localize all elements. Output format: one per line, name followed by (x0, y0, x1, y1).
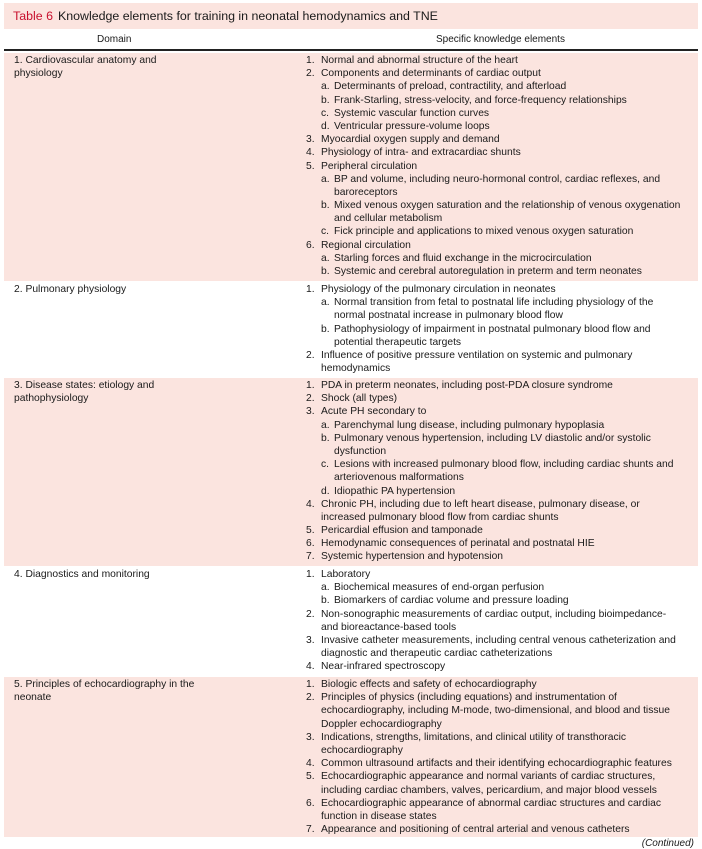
continued-note: (Continued) (641, 838, 694, 849)
item-text: Regional circulation (321, 239, 411, 251)
item-text: Near-infrared spectroscopy (321, 661, 446, 673)
item-text: Physiology of intra- and extracardiac shunts (321, 147, 521, 159)
item-text: Appearance and positioning of central arterial and venous catheters (321, 824, 630, 836)
knowledge-element-line (306, 80, 696, 93)
item-marker: b. (321, 323, 330, 335)
knowledge-element-line (306, 691, 696, 704)
domain-cell: 3. Disease states: etiology and pathophysiology (14, 380, 155, 405)
item-text: arteriovenous malformations (334, 472, 464, 484)
item-text: Frank-Starling, stress-velocity, and force-frequency relationships (334, 94, 627, 106)
knowledge-element-line (306, 810, 696, 823)
item-marker: 3. (306, 134, 315, 146)
domain-cell: 5. Principles of echocardiography in the neonate (14, 679, 195, 704)
knowledge-element-line (306, 160, 696, 173)
knowledge-element-line (306, 485, 696, 498)
item-marker: 2. (306, 608, 315, 620)
knowledge-element-line (306, 265, 696, 278)
knowledge-element-line (306, 568, 696, 581)
item-text: diagnostic and therapeutic cardiac catheterizations (321, 648, 553, 660)
item-marker: 4. (306, 758, 315, 770)
item-text: Doppler echocardiography (321, 718, 442, 730)
item-marker: 3. (306, 406, 315, 418)
item-marker: 2. (306, 692, 315, 704)
item-marker: b. (321, 94, 330, 106)
item-marker: 4. (306, 498, 315, 510)
knowledge-elements-cell (306, 678, 696, 836)
item-text: Echocardiographic appearance and normal variants of cardiac structures, (321, 771, 656, 783)
item-marker: a. (321, 419, 330, 431)
knowledge-element-line (306, 323, 696, 336)
table-row (4, 53, 698, 281)
knowledge-element-line (306, 678, 696, 691)
knowledge-element-line (306, 471, 696, 484)
item-marker: 3. (306, 731, 315, 743)
item-marker: a. (321, 173, 330, 185)
item-marker: 6. (306, 538, 315, 550)
knowledge-element-line (306, 379, 696, 392)
item-marker: a. (321, 297, 330, 309)
item-text: Peripheral circulation (321, 160, 418, 172)
knowledge-element-line (306, 594, 696, 607)
item-marker: c. (321, 459, 330, 471)
knowledge-element-line (306, 349, 696, 362)
table-row (4, 378, 698, 566)
item-text: echocardiography (321, 744, 403, 756)
knowledge-element-line (306, 173, 696, 186)
knowledge-element-line (306, 458, 696, 471)
item-marker: 2. (306, 68, 315, 80)
knowledge-element-line (306, 107, 696, 120)
knowledge-elements-cell (306, 379, 696, 564)
item-text: Parenchymal lung disease, including pulmonary hypoplasia (334, 419, 605, 431)
item-text: BP and volume, including neuro-hormonal control, cardiac reflexes, and (334, 173, 661, 185)
item-text: Normal and abnormal structure of the heart (321, 55, 518, 66)
knowledge-element-line (306, 498, 696, 511)
item-text: function in disease states (321, 810, 437, 822)
table-row (4, 677, 698, 837)
knowledge-element-line (306, 239, 696, 252)
item-marker: 2. (306, 393, 315, 405)
knowledge-element-line (306, 537, 696, 550)
item-text: Echocardiographic appearance of abnormal cardiac structures and cardiac (321, 797, 661, 809)
domain-cell: 4. Diagnostics and monitoring (14, 569, 150, 580)
item-text: Lesions with increased pulmonary blood flow, including cardiac shunts and (334, 459, 674, 471)
item-text: Shock (all types) (321, 393, 398, 405)
knowledge-element-line (306, 511, 696, 524)
knowledge-element-line (306, 647, 696, 660)
knowledge-elements-cell (306, 283, 696, 375)
item-marker: 1. (306, 380, 315, 391)
item-text: Fick principle and applications to mixed venous oxygen saturation (334, 226, 634, 238)
knowledge-element-line (306, 309, 696, 322)
item-text: and cellular metabolism (334, 213, 443, 225)
item-text: Pathophysiology of impairment in postnatal pulmonary blood flow and (334, 323, 651, 335)
table-label: Table 6 (13, 9, 53, 23)
item-marker: c. (321, 226, 330, 238)
item-text: increased pulmonary blood flow from cardiac shunts (321, 511, 559, 523)
knowledge-element-line (306, 405, 696, 418)
item-marker: d. (321, 120, 330, 132)
item-text: potential therapeutic targets (334, 336, 462, 348)
knowledge-element-line (306, 581, 696, 594)
item-text: Normal transition from fetal to postnatal life including physiology of the (334, 297, 654, 309)
knowledge-element-line (306, 252, 696, 265)
knowledge-element-line (306, 54, 696, 67)
knowledge-element-line (306, 784, 696, 797)
knowledge-element-line (306, 392, 696, 405)
item-marker: 6. (306, 797, 315, 809)
table-caption (4, 3, 698, 29)
item-text: PDA in preterm neonates, including post-PDA closure syndrome (321, 380, 613, 391)
item-marker: c. (321, 107, 330, 119)
item-text: Non-sonographic measurements of cardiac output, including bioimpedance- (321, 608, 667, 620)
item-text: including cardiac chambers, valves, pericardium, and major blood vessels (321, 784, 657, 796)
item-text: Pericardial effusion and tamponade (321, 525, 483, 537)
knowledge-element-line (306, 744, 696, 757)
knowledge-element-line (306, 186, 696, 199)
item-text: Biochemical measures of end-organ perfusion (334, 582, 545, 594)
item-text: Biologic effects and safety of echocardiography (321, 679, 537, 690)
item-text: Chronic PH, including due to left heart disease, pulmonary disease, or (321, 498, 640, 510)
item-text: Hemodynamic consequences of perinatal and postnatal HIE (321, 538, 595, 550)
table-row (4, 282, 698, 377)
knowledge-element-line (306, 660, 696, 673)
item-text: hemodynamics (321, 363, 391, 375)
item-text: Acute PH secondary to (321, 406, 427, 418)
item-marker: b. (321, 200, 330, 212)
item-text: Pulmonary venous hypertension, including LV diastolic and/or systolic (334, 432, 651, 444)
item-text: Invasive catheter measurements, including central venous catheterization and (321, 634, 676, 646)
header-domain: Domain (97, 34, 132, 45)
table-header (4, 30, 698, 51)
header-specific-knowledge: Specific knowledge elements (436, 34, 565, 45)
knowledge-element-line (306, 146, 696, 159)
item-marker: a. (321, 582, 330, 594)
knowledge-element-line (306, 199, 696, 212)
knowledge-elements-cell (306, 54, 696, 278)
item-text: Systemic vascular function curves (334, 107, 490, 119)
item-marker: 2. (306, 349, 315, 361)
knowledge-element-line (306, 133, 696, 146)
item-marker: 1. (306, 569, 315, 580)
item-text: and bioreactance-based tools (321, 621, 457, 633)
knowledge-element-line (306, 94, 696, 107)
item-marker: 7. (306, 824, 315, 836)
item-text: Biomarkers of cardiac volume and pressure loading (334, 595, 569, 607)
table-row (4, 567, 698, 676)
item-text: Determinants of preload, contractility, and afterload (334, 81, 567, 93)
knowledge-element-line (306, 432, 696, 445)
item-marker: 5. (306, 525, 315, 537)
item-marker: 1. (306, 284, 315, 295)
knowledge-element-line (306, 419, 696, 432)
knowledge-element-line (306, 718, 696, 731)
knowledge-element-line (306, 445, 696, 458)
knowledge-element-line (306, 621, 696, 634)
table-title: Knowledge elements for training in neonatal hemodynamics and TNE (57, 9, 438, 23)
knowledge-element-line (306, 608, 696, 621)
item-text: dysfunction (334, 445, 387, 457)
item-text: Idiopathic PA hypertension (334, 485, 456, 497)
knowledge-element-line (306, 757, 696, 770)
item-text: Laboratory (321, 569, 371, 580)
knowledge-element-line (306, 550, 696, 563)
knowledge-element-line (306, 704, 696, 717)
knowledge-element-line (306, 225, 696, 238)
item-marker: 1. (306, 55, 315, 66)
domain-cell: 2. Pulmonary physiology (14, 284, 127, 295)
knowledge-element-line (306, 770, 696, 783)
item-marker: b. (321, 266, 330, 277)
item-marker: b. (321, 595, 330, 607)
item-text: Starling forces and fluid exchange in the microcirculation (334, 252, 592, 264)
item-text: Indications, strengths, limitations, and clinical utility of transthoracic (321, 731, 627, 743)
item-text: Influence of positive pressure ventilation on systemic and pulmonary (321, 349, 633, 361)
item-text: Systemic and cerebral autoregulation in preterm and term neonates (334, 266, 642, 277)
item-text: Systemic hypertension and hypotension (321, 551, 504, 563)
item-marker: a. (321, 81, 330, 93)
knowledge-element-line (306, 336, 696, 349)
item-text: Physiology of the pulmonary circulation in neonates (321, 284, 556, 295)
knowledge-elements-cell (306, 568, 696, 674)
knowledge-element-line (306, 283, 696, 296)
item-text: baroreceptors (334, 186, 398, 198)
item-text: echocardiography, including M-mode, two-dimensional, and blood and tissue (321, 705, 670, 717)
item-marker: 4. (306, 661, 315, 673)
knowledge-element-line (306, 362, 696, 375)
item-text: Common ultrasound artifacts and their identifying echocardiographic features (321, 758, 672, 770)
knowledge-element-line (306, 634, 696, 647)
knowledge-element-line (306, 823, 696, 836)
knowledge-element-line (306, 797, 696, 810)
item-marker: b. (321, 432, 330, 444)
item-marker: d. (321, 485, 330, 497)
knowledge-element-line (306, 120, 696, 133)
knowledge-element-line (306, 524, 696, 537)
item-marker: 3. (306, 634, 315, 646)
item-marker: 6. (306, 239, 315, 251)
item-text: normal postnatal increase in pulmonary blood flow (334, 310, 563, 322)
item-marker: 1. (306, 679, 315, 690)
knowledge-element-line (306, 67, 696, 80)
item-marker: 5. (306, 160, 315, 172)
knowledge-element-line (306, 212, 696, 225)
item-text: Components and determinants of cardiac output (321, 68, 541, 80)
item-text: Ventricular pressure-volume loops (334, 120, 490, 132)
item-marker: 4. (306, 147, 315, 159)
item-text: Principles of physics (including equations) and instrumentation of (321, 692, 617, 704)
item-text: Mixed venous oxygen saturation and the relationship of venous oxygenation (334, 200, 681, 212)
item-marker: 5. (306, 771, 315, 783)
knowledge-element-line (306, 731, 696, 744)
item-marker: a. (321, 252, 330, 264)
item-text: Myocardial oxygen supply and demand (321, 134, 500, 146)
domain-cell: 1. Cardiovascular anatomy and physiology (14, 55, 157, 80)
knowledge-element-line (306, 296, 696, 309)
item-marker: 7. (306, 551, 315, 563)
